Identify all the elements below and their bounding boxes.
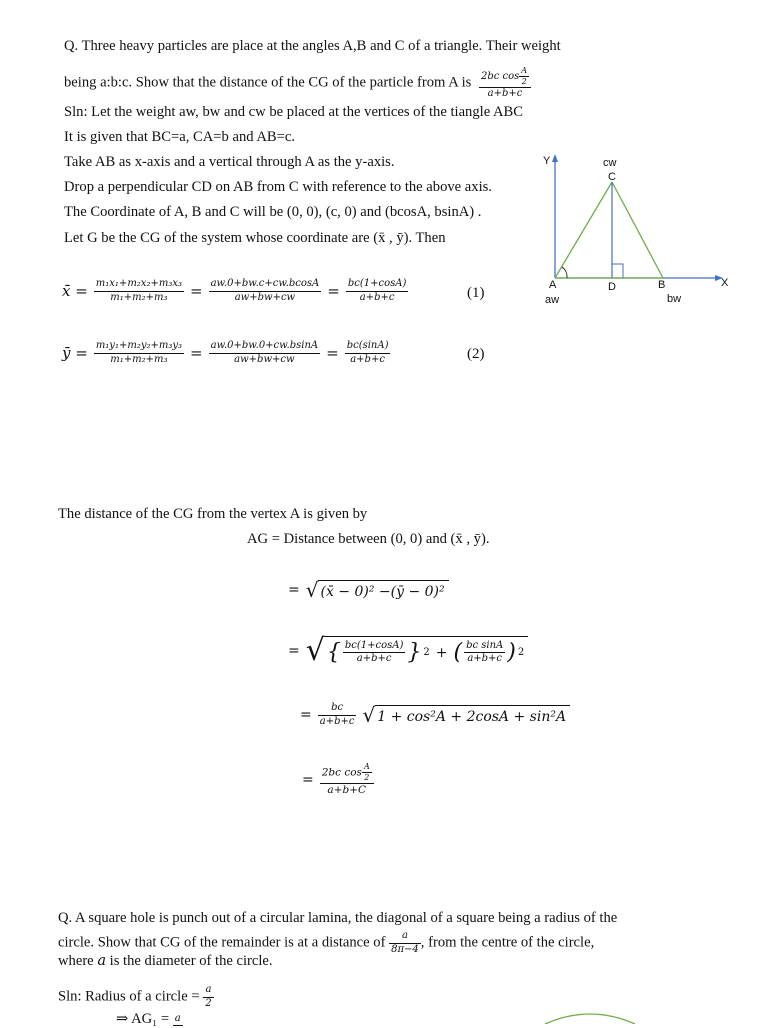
q2-line-2-post: , from the centre of the circle, xyxy=(420,934,595,951)
q2-distance-fraction xyxy=(389,930,421,956)
angle-a-arc xyxy=(562,267,567,278)
eq2-f2-num: aw.0+bw.0+cw.bsinA xyxy=(209,340,321,354)
sol1-line-3: Take AB as x-axis and a vertical through A as the y-axis. xyxy=(64,154,395,170)
label-y: Y xyxy=(543,155,551,167)
triangle-diagram xyxy=(535,148,740,310)
step2-exponent-2: 2 xyxy=(517,647,525,658)
step2-f2-den: a+b+c xyxy=(467,653,503,664)
step1-sqrt xyxy=(306,580,449,600)
step2-brace-close: } xyxy=(407,639,422,665)
label-d: D xyxy=(608,281,616,293)
step4-half-angle xyxy=(362,762,372,783)
step3-sqrt xyxy=(362,705,570,725)
eq2-equals-1: = xyxy=(190,344,203,362)
step4-half-angle-num: A xyxy=(363,762,370,771)
q1-half-angle xyxy=(519,66,529,87)
sol1-line-2: It is given that BC=a, CA=b and AB=c. xyxy=(64,129,296,145)
q2-ag1-num: a xyxy=(173,1013,183,1027)
step2-brace-open: { xyxy=(326,639,341,665)
q2-line-3-pre: where xyxy=(58,953,94,969)
distance-step-1 xyxy=(288,580,449,600)
eq1-lhs: x̄ = xyxy=(62,282,88,300)
eq1-f2-num: aw.0+bw.c+cw.bcosA xyxy=(209,278,322,292)
label-aw: aw xyxy=(545,294,560,306)
q2-line-2-pre: circle. Show that CG of the remainder is at a distance of xyxy=(58,934,386,951)
distance-step-3 xyxy=(300,702,570,728)
q1-half-angle-den: 2 xyxy=(521,77,527,86)
label-b: B xyxy=(658,279,666,291)
step1-radicand: (x̄ − 0)² −(ȳ − 0)² xyxy=(318,580,448,600)
eq1-f3-den: a+b+c xyxy=(359,291,395,303)
q1-line-1: Q. Three heavy particles are place at the angles A,B and C of a triangle. Their weight xyxy=(64,38,561,54)
q2-radius-fraction xyxy=(203,984,213,1010)
step2-exponent-1: 2 xyxy=(423,647,430,658)
q2-ag1-fraction xyxy=(173,1013,183,1027)
side-ac xyxy=(555,182,612,278)
step2-paren-close: ) xyxy=(507,639,516,665)
q1-fraction-denominator: a+b+c xyxy=(487,88,523,99)
step3-fraction xyxy=(318,702,357,728)
sol1-line-4: Drop a perpendicular CD on AB from C with reference to the above axis. xyxy=(64,179,492,195)
eq2-f3-num: bc(sinA) xyxy=(345,340,391,354)
eq1-fraction-2 xyxy=(209,278,322,304)
ag-definition: AG = Distance between (0, 0) and (x̄ , ȳ). xyxy=(247,531,490,547)
sol1-line-1: Sln: Let the weight aw, bw and cw be placed at the vertices of the tiangle ABC xyxy=(64,104,524,120)
y-axis-arrow xyxy=(552,154,558,162)
eq2-f3-den: a+b+c xyxy=(350,353,385,365)
eq1-equals-1: = xyxy=(189,282,203,300)
eq2-equals-2: = xyxy=(326,344,339,362)
equation-xbar xyxy=(62,278,408,304)
eq2-f2-den: aw+bw+cw xyxy=(234,353,295,365)
step4-half-angle-den: 2 xyxy=(364,773,370,782)
eq1-equals-2: = xyxy=(327,282,340,300)
step2-fraction-1 xyxy=(343,640,406,666)
step2-f1-den: a+b+c xyxy=(356,653,392,664)
step4-num-text: 2bc cos xyxy=(321,766,362,779)
step2-sqrt xyxy=(305,633,529,668)
q2-ag1-line xyxy=(116,1010,183,1028)
q2-frac-den: 8π−4 xyxy=(391,943,419,955)
eq1-f1-num: m₁x₁+m₂x₂+m₃x₃ xyxy=(94,278,184,292)
step2-paren-open: ( xyxy=(453,639,463,665)
step2-plus: + xyxy=(435,644,448,661)
step4-equals: = xyxy=(302,771,314,788)
lamina-arc xyxy=(545,1014,635,1024)
step3-f-den: a+b+c xyxy=(319,715,355,727)
step2-f2-num: bc sinA xyxy=(464,640,505,654)
step2-equals: = xyxy=(288,643,300,659)
step3-f-num: bc xyxy=(318,702,357,716)
step4-num xyxy=(320,762,374,784)
q2-line-3-post: is the diameter of the circle. xyxy=(109,953,273,969)
step2-f1-num: bc(1+cosA) xyxy=(343,640,406,654)
q2-line-3 xyxy=(58,952,273,970)
q2-line-1: Q. A square hole is punch out of a circular lamina, the diagonal of a square being a radius of the xyxy=(58,910,618,926)
eq1-tag: (1) xyxy=(467,285,485,301)
q1-fraction-numerator xyxy=(479,66,531,88)
label-bw: bw xyxy=(667,293,682,305)
q1-fraction-num-text: 2bc cos xyxy=(480,71,520,82)
right-angle-mark xyxy=(612,264,623,278)
sol1-line-5: The Coordinate of A, B and C will be (0, 0), (c, 0) and (bcosA, bsinA) . xyxy=(64,204,482,220)
step3-equals: = xyxy=(300,707,312,723)
eq2-lhs: ȳ = xyxy=(62,344,88,362)
q2-solution-radius xyxy=(58,984,214,1010)
q2-line-3-var: a xyxy=(97,952,107,969)
step3-radicand: 1 + cos²A + 2cosA + sin²A xyxy=(375,705,570,725)
eq2-fraction-3 xyxy=(345,340,391,366)
eq2-tag: (2) xyxy=(467,346,485,362)
q2-frac-num: a xyxy=(389,930,421,944)
label-a: A xyxy=(549,279,557,291)
eq1-f2-den: aw+bw+cw xyxy=(234,291,296,303)
eq1-fraction-3 xyxy=(346,278,409,304)
q2-ag1-text: ⇒ AG₁ = xyxy=(116,1011,170,1027)
step4-den: a+b+C xyxy=(327,784,367,796)
q1-answer-fraction xyxy=(479,66,531,101)
step1-radical-sign: √ xyxy=(305,578,319,602)
q2-radius-den: 2 xyxy=(205,997,212,1009)
eq1-fraction-1 xyxy=(94,278,184,304)
distance-step-4 xyxy=(302,762,374,797)
eq1-f1-den: m₁+m₂+m₃ xyxy=(110,291,168,303)
eq2-f1-den: m₁+m₂+m₃ xyxy=(110,353,168,365)
step2-fraction-2 xyxy=(464,640,505,666)
distance-intro: The distance of the CG from the vertex A is given by xyxy=(58,506,368,522)
eq2-fraction-1 xyxy=(94,340,184,366)
distance-step-2 xyxy=(288,633,528,668)
step4-fraction xyxy=(320,762,374,797)
circular-lamina-arc xyxy=(540,1004,640,1024)
q1-line-2 xyxy=(64,66,531,101)
q2-sln-text: Sln: Radius of a circle = xyxy=(58,988,200,1005)
equation-ybar xyxy=(62,340,390,366)
step2-radicand xyxy=(325,636,528,666)
eq2-f1-num: m₁y₁+m₂y₂+m₃y₃ xyxy=(94,340,184,354)
step2-radical-sign: √ xyxy=(305,633,325,668)
q1-line-2-text: being a:b:c. Show that the distance of the CG of the particle from A is xyxy=(64,74,472,91)
eq1-f3-num: bc(1+cosA) xyxy=(346,278,409,292)
q2-radius-num: a xyxy=(203,984,213,998)
q1-half-angle-num: A xyxy=(521,66,528,75)
eq2-fraction-2 xyxy=(209,340,321,366)
step1-equals: = xyxy=(288,582,300,598)
label-cw: cw xyxy=(603,157,617,169)
label-c: C xyxy=(608,171,616,183)
label-x: X xyxy=(721,277,729,289)
step3-radical-sign: √ xyxy=(362,703,376,727)
sol1-line-6: Let G be the CG of the system whose coordinate are (x̄ , ȳ). Then xyxy=(64,230,446,246)
